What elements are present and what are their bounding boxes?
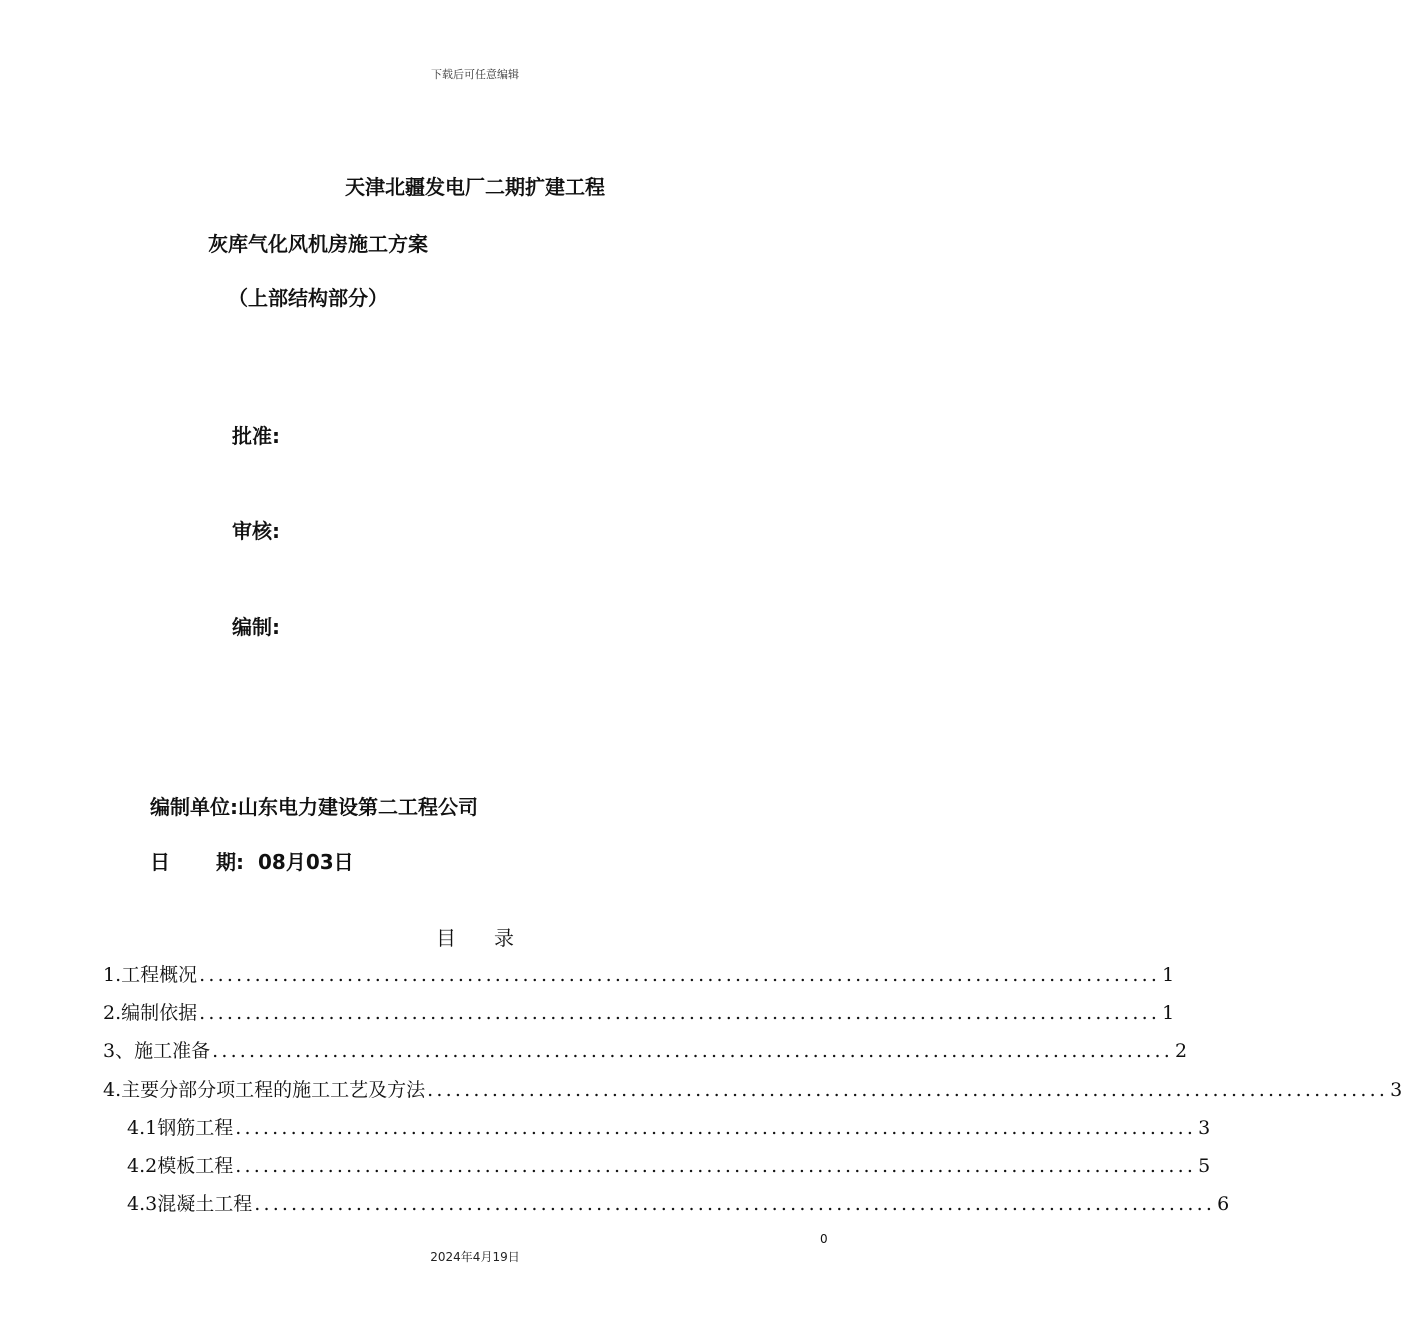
date-label-first: 日 [150, 850, 170, 874]
toc-item-page: 3 [1390, 1079, 1402, 1101]
toc-leader-dots: ........................................................................................................ [235, 1117, 1197, 1139]
review-label: 审核: [232, 519, 280, 543]
toc-item[interactable] [127, 1151, 1211, 1179]
toc-item-label: 3、施工准备 [103, 1040, 211, 1062]
toc-item-page: 1 [1162, 1002, 1175, 1024]
page-number: 0 [820, 1232, 828, 1246]
toc-item-page: 2 [1175, 1040, 1188, 1062]
toc-leader-dots: ........................................................................................................ [427, 1079, 1389, 1101]
toc-item-page: 3 [1198, 1117, 1211, 1139]
toc-item-label: 2.编制依据 [103, 1002, 198, 1024]
toc-item[interactable] [103, 998, 1175, 1026]
toc-item[interactable] [103, 1036, 1188, 1064]
header-note: 下载后可任意编辑 [431, 68, 519, 81]
footer-date: 2024年4月19日 [430, 1250, 520, 1264]
approve-label: 批准: [232, 424, 280, 448]
toc-item[interactable] [127, 1189, 1230, 1217]
toc-leader-dots: ........................................................................................................ [199, 964, 1161, 986]
toc-item[interactable] [103, 960, 1175, 988]
toc-leader-dots: ........................................................................................................ [212, 1040, 1174, 1062]
document-subtitle: 灰库气化风机房施工方案 [208, 232, 428, 256]
toc-title-second: 录 [494, 926, 514, 950]
date-label-second: 期: [216, 850, 244, 874]
toc-item-label: 4.1钢筋工程 [127, 1117, 234, 1139]
toc-item-label: 4.2模板工程 [127, 1155, 234, 1177]
toc-title [0, 922, 950, 951]
toc-item-label: 4.3混凝土工程 [127, 1193, 253, 1215]
toc-title-first: 目 [436, 926, 456, 950]
toc-item[interactable] [103, 1075, 1402, 1103]
toc-item-label: 4.主要分部分项工程的施工工艺及方法 [103, 1079, 426, 1101]
document-title: 天津北疆发电厂二期扩建工程 [345, 175, 605, 199]
document-part: （上部结构部分） [228, 286, 388, 310]
toc-item-page: 6 [1217, 1193, 1230, 1215]
date-value: 08月03日 [258, 850, 354, 874]
toc-leader-dots: ........................................................................................................ [254, 1193, 1216, 1215]
compile-label: 编制: [232, 615, 280, 639]
compile-date [150, 846, 354, 875]
toc-leader-dots: ........................................................................................................ [199, 1002, 1161, 1024]
toc-item-label: 1.工程概况 [103, 964, 198, 986]
toc-item-page: 1 [1162, 964, 1175, 986]
toc-item-page: 5 [1198, 1155, 1211, 1177]
compile-unit: 编制单位:山东电力建设第二工程公司 [150, 795, 478, 819]
toc-leader-dots: ........................................................................................................ [235, 1155, 1197, 1177]
toc-item[interactable] [127, 1113, 1211, 1141]
